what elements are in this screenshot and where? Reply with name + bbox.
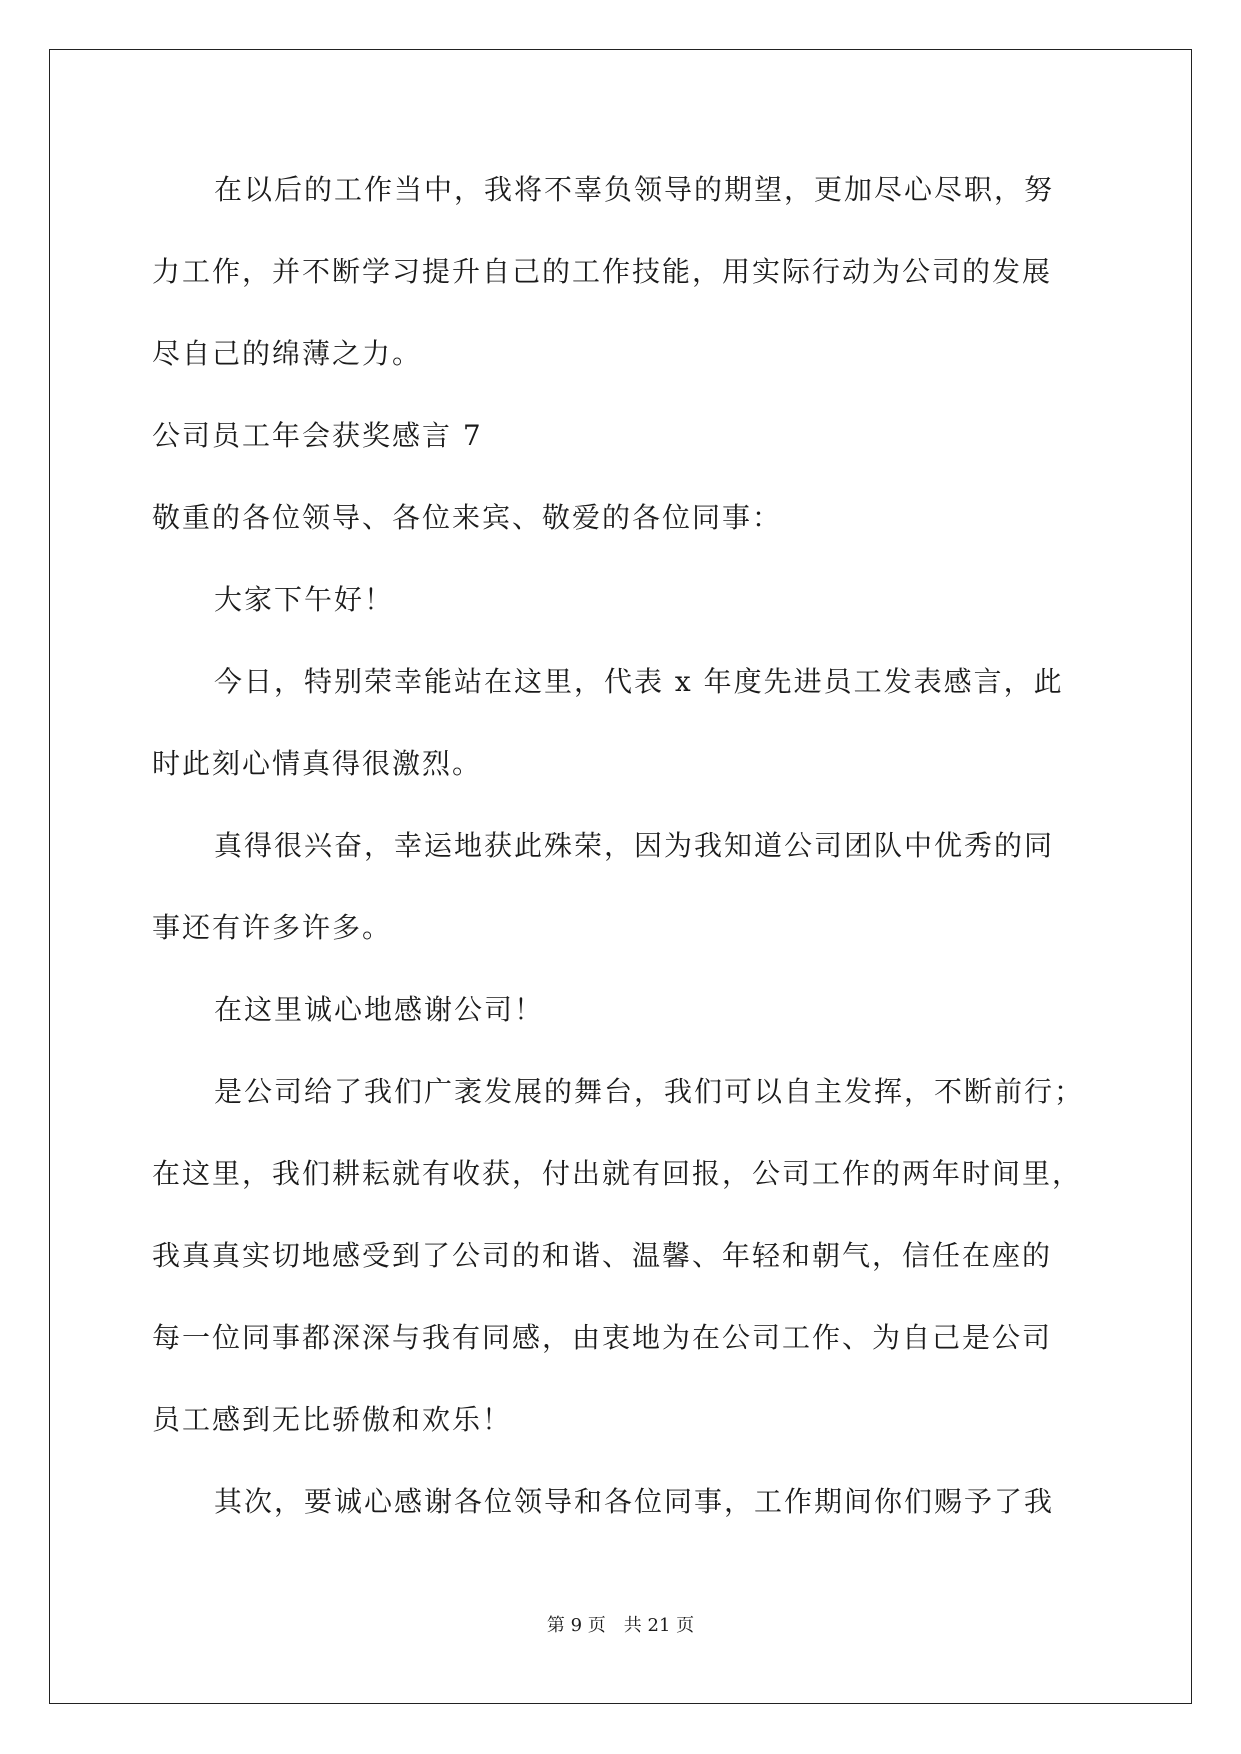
body-line: 在这里诚心地感谢公司！ (214, 993, 545, 1026)
page-number: 第 9 页 (546, 1615, 606, 1636)
body-line: 力工作，并不断学习提升自己的工作技能，用实际行动为公司的发展 (152, 255, 1053, 288)
body-line: 真得很兴奋，幸运地获此殊荣，因为我知道公司团队中优秀的同 (214, 829, 1055, 862)
body-line: 每一位同事都深深与我有同感，由衷地为在公司工作、为自己是公司 (152, 1321, 1053, 1354)
body-line: 在以后的工作当中，我将不辜负领导的期望，更加尽心尽职，努 (214, 173, 1055, 206)
page-footer (0, 1614, 1241, 1638)
body-line: 今日，特别荣幸能站在这里，代表 x 年度先进员工发表感言，此 (214, 665, 1064, 698)
body-line: 在这里，我们耕耘就有收获，付出就有回报，公司工作的两年时间里， (152, 1157, 1083, 1190)
greeting-line: 大家下午好！ (214, 583, 395, 616)
section-heading: 公司员工年会获奖感言 7 (152, 419, 483, 452)
page-total: 共 21 页 (623, 1615, 695, 1636)
body-line: 员工感到无比骄傲和欢乐！ (152, 1403, 513, 1436)
body-line: 尽自己的绵薄之力。 (152, 337, 423, 370)
body-line: 其次，要诚心感谢各位领导和各位同事，工作期间你们赐予了我 (214, 1485, 1055, 1518)
salutation-line: 敬重的各位领导、各位来宾、敬爱的各位同事： (152, 501, 783, 534)
page-border (49, 49, 1192, 1704)
body-line: 时此刻心情真得很激烈。 (152, 747, 483, 780)
body-line: 我真真实切地感受到了公司的和谐、温馨、年轻和朝气，信任在座的 (152, 1239, 1053, 1272)
body-line: 事还有许多许多。 (152, 911, 393, 944)
body-line: 是公司给了我们广袤发展的舞台，我们可以自主发挥，不断前行； (214, 1075, 1085, 1108)
